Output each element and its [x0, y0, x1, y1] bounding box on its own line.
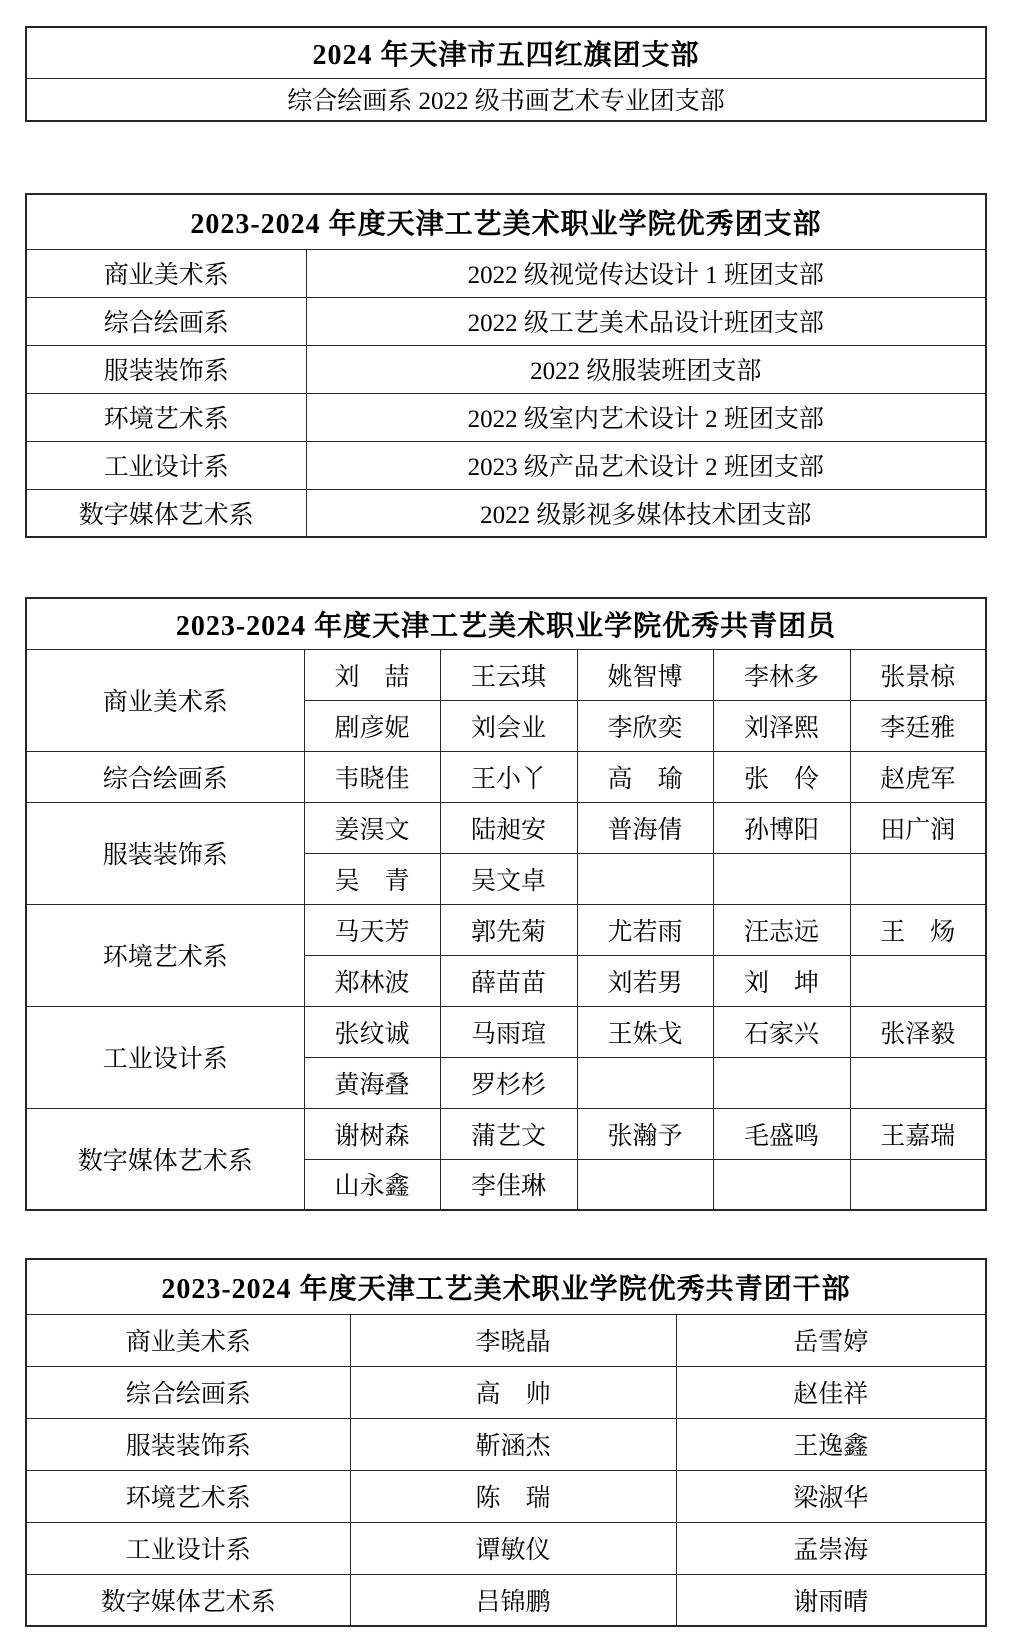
- excellent-cadre-table: [25, 1258, 987, 1627]
- table-row: [26, 1006, 986, 1057]
- member-name-cell: 姚智博: [577, 649, 713, 700]
- table-row: [26, 1108, 986, 1159]
- member-name-cell: 张纹诚: [304, 1006, 440, 1057]
- table-row: [26, 751, 986, 802]
- member-name-cell: 张泽毅: [850, 1006, 986, 1057]
- dept-cell: 综合绘画系: [26, 297, 306, 345]
- table-row: [26, 1259, 986, 1314]
- table-row: [26, 393, 986, 441]
- member-name-cell: 吴 青: [304, 853, 440, 904]
- red-flag-branch: 综合绘画系 2022 级书画艺术专业团支部: [26, 78, 986, 121]
- branch-cell: 2022 级影视多媒体技术团支部: [306, 489, 986, 537]
- member-name-cell: 蒲艺文: [440, 1108, 577, 1159]
- table-row: [26, 441, 986, 489]
- branch-cell: 2022 级室内艺术设计 2 班团支部: [306, 393, 986, 441]
- dept-cell: 环境艺术系: [26, 393, 306, 441]
- member-name-cell: 韦晓佳: [304, 751, 440, 802]
- table-row: [26, 1418, 986, 1470]
- table-row: [26, 297, 986, 345]
- cadre-name-cell: 高 帅: [350, 1366, 676, 1418]
- table-row: [26, 1314, 986, 1366]
- dept-cell: 服装装饰系: [26, 1418, 350, 1470]
- dept-cell: 数字媒体艺术系: [26, 1108, 304, 1210]
- dept-cell: 服装装饰系: [26, 345, 306, 393]
- dept-cell: 环境艺术系: [26, 1470, 350, 1522]
- member-name-cell: 王 炀: [850, 904, 986, 955]
- cadre-name-cell: 陈 瑞: [350, 1470, 676, 1522]
- member-name-cell: 王嘉瑞: [850, 1108, 986, 1159]
- member-name-cell: 马雨瑄: [440, 1006, 577, 1057]
- cadre-name-cell: 赵佳祥: [676, 1366, 986, 1418]
- member-name-cell: [850, 1057, 986, 1108]
- dept-cell: 数字媒体艺术系: [26, 489, 306, 537]
- member-name-cell: 马天芳: [304, 904, 440, 955]
- member-name-cell: [577, 1057, 713, 1108]
- member-name-cell: 罗杉杉: [440, 1057, 577, 1108]
- dept-cell: 环境艺术系: [26, 904, 304, 1006]
- member-name-cell: 刘会业: [440, 700, 577, 751]
- member-name-cell: [850, 853, 986, 904]
- member-name-cell: 李廷雅: [850, 700, 986, 751]
- member-name-cell: 陆昶安: [440, 802, 577, 853]
- member-name-cell: 普海倩: [577, 802, 713, 853]
- cadre-name-cell: 谢雨晴: [676, 1574, 986, 1626]
- member-name-cell: 王云琪: [440, 649, 577, 700]
- member-name-cell: 毛盛鸣: [713, 1108, 850, 1159]
- cadre-name-cell: 吕锦鹏: [350, 1574, 676, 1626]
- member-name-cell: 谢树森: [304, 1108, 440, 1159]
- table-row: [26, 904, 986, 955]
- dept-cell: 工业设计系: [26, 441, 306, 489]
- member-name-cell: 孙博阳: [713, 802, 850, 853]
- member-name-cell: [577, 853, 713, 904]
- branch-cell: 2022 级服装班团支部: [306, 345, 986, 393]
- table-row: [26, 78, 986, 121]
- table-row: [26, 345, 986, 393]
- dept-cell: 商业美术系: [26, 249, 306, 297]
- member-name-cell: 汪志远: [713, 904, 850, 955]
- member-name-cell: [713, 1159, 850, 1210]
- table-row: [26, 1366, 986, 1418]
- cadre-name-cell: 靳涵杰: [350, 1418, 676, 1470]
- table-row: [26, 1574, 986, 1626]
- cadre-name-cell: 王逸鑫: [676, 1418, 986, 1470]
- branch-cell: 2023 级产品艺术设计 2 班团支部: [306, 441, 986, 489]
- dept-cell: 商业美术系: [26, 649, 304, 751]
- member-name-cell: 张 伶: [713, 751, 850, 802]
- branch-cell: 2022 级视觉传达设计 1 班团支部: [306, 249, 986, 297]
- table-row: [26, 802, 986, 853]
- member-name-cell: 李欣奕: [577, 700, 713, 751]
- cadre-name-cell: 梁淑华: [676, 1470, 986, 1522]
- excellent-cadre-title: 2023-2024 年度天津工艺美术职业学院优秀共青团干部: [26, 1259, 986, 1314]
- dept-cell: 综合绘画系: [26, 751, 304, 802]
- member-name-cell: [713, 1057, 850, 1108]
- member-name-cell: 刘泽熙: [713, 700, 850, 751]
- member-name-cell: 薛苗苗: [440, 955, 577, 1006]
- table-row: [26, 194, 986, 249]
- member-name-cell: 剧彦妮: [304, 700, 440, 751]
- branch-cell: 2022 级工艺美术品设计班团支部: [306, 297, 986, 345]
- cadre-name-cell: 李晓晶: [350, 1314, 676, 1366]
- member-name-cell: 田广润: [850, 802, 986, 853]
- excellent-member-title: 2023-2024 年度天津工艺美术职业学院优秀共青团员: [26, 598, 986, 649]
- dept-cell: 工业设计系: [26, 1522, 350, 1574]
- member-name-cell: 张瀚予: [577, 1108, 713, 1159]
- dept-cell: 商业美术系: [26, 1314, 350, 1366]
- member-name-cell: 李佳琳: [440, 1159, 577, 1210]
- cadre-name-cell: 岳雪婷: [676, 1314, 986, 1366]
- excellent-branch-title: 2023-2024 年度天津工艺美术职业学院优秀团支部: [26, 194, 986, 249]
- member-name-cell: 王姝戈: [577, 1006, 713, 1057]
- member-name-cell: 张景椋: [850, 649, 986, 700]
- table-row: [26, 249, 986, 297]
- member-name-cell: 赵虎军: [850, 751, 986, 802]
- table-row: [26, 1522, 986, 1574]
- member-name-cell: 郭先菊: [440, 904, 577, 955]
- excellent-branch-table: [25, 193, 987, 538]
- member-name-cell: 刘若男: [577, 955, 713, 1006]
- dept-cell: 工业设计系: [26, 1006, 304, 1108]
- member-name-cell: 郑林波: [304, 955, 440, 1006]
- member-name-cell: [577, 1159, 713, 1210]
- member-name-cell: [713, 853, 850, 904]
- member-name-cell: 王小丫: [440, 751, 577, 802]
- table-row: [26, 598, 986, 649]
- member-name-cell: 石家兴: [713, 1006, 850, 1057]
- member-name-cell: 吴文卓: [440, 853, 577, 904]
- member-name-cell: 刘 坤: [713, 955, 850, 1006]
- red-flag-table: [25, 26, 987, 122]
- red-flag-title: 2024 年天津市五四红旗团支部: [26, 27, 986, 78]
- dept-cell: 服装装饰系: [26, 802, 304, 904]
- table-row: [26, 1470, 986, 1522]
- excellent-member-table: [25, 597, 987, 1211]
- member-name-cell: 姜淏文: [304, 802, 440, 853]
- table-row: [26, 489, 986, 537]
- member-name-cell: 高 瑜: [577, 751, 713, 802]
- cadre-name-cell: 孟崇海: [676, 1522, 986, 1574]
- dept-cell: 综合绘画系: [26, 1366, 350, 1418]
- member-name-cell: [850, 955, 986, 1006]
- member-name-cell: 刘 喆: [304, 649, 440, 700]
- member-name-cell: 黄海叠: [304, 1057, 440, 1108]
- member-name-cell: 山永鑫: [304, 1159, 440, 1210]
- table-row: [26, 649, 986, 700]
- member-name-cell: [850, 1159, 986, 1210]
- member-name-cell: 李林多: [713, 649, 850, 700]
- member-name-cell: 尤若雨: [577, 904, 713, 955]
- table-row: [26, 27, 986, 78]
- cadre-name-cell: 谭敏仪: [350, 1522, 676, 1574]
- dept-cell: 数字媒体艺术系: [26, 1574, 350, 1626]
